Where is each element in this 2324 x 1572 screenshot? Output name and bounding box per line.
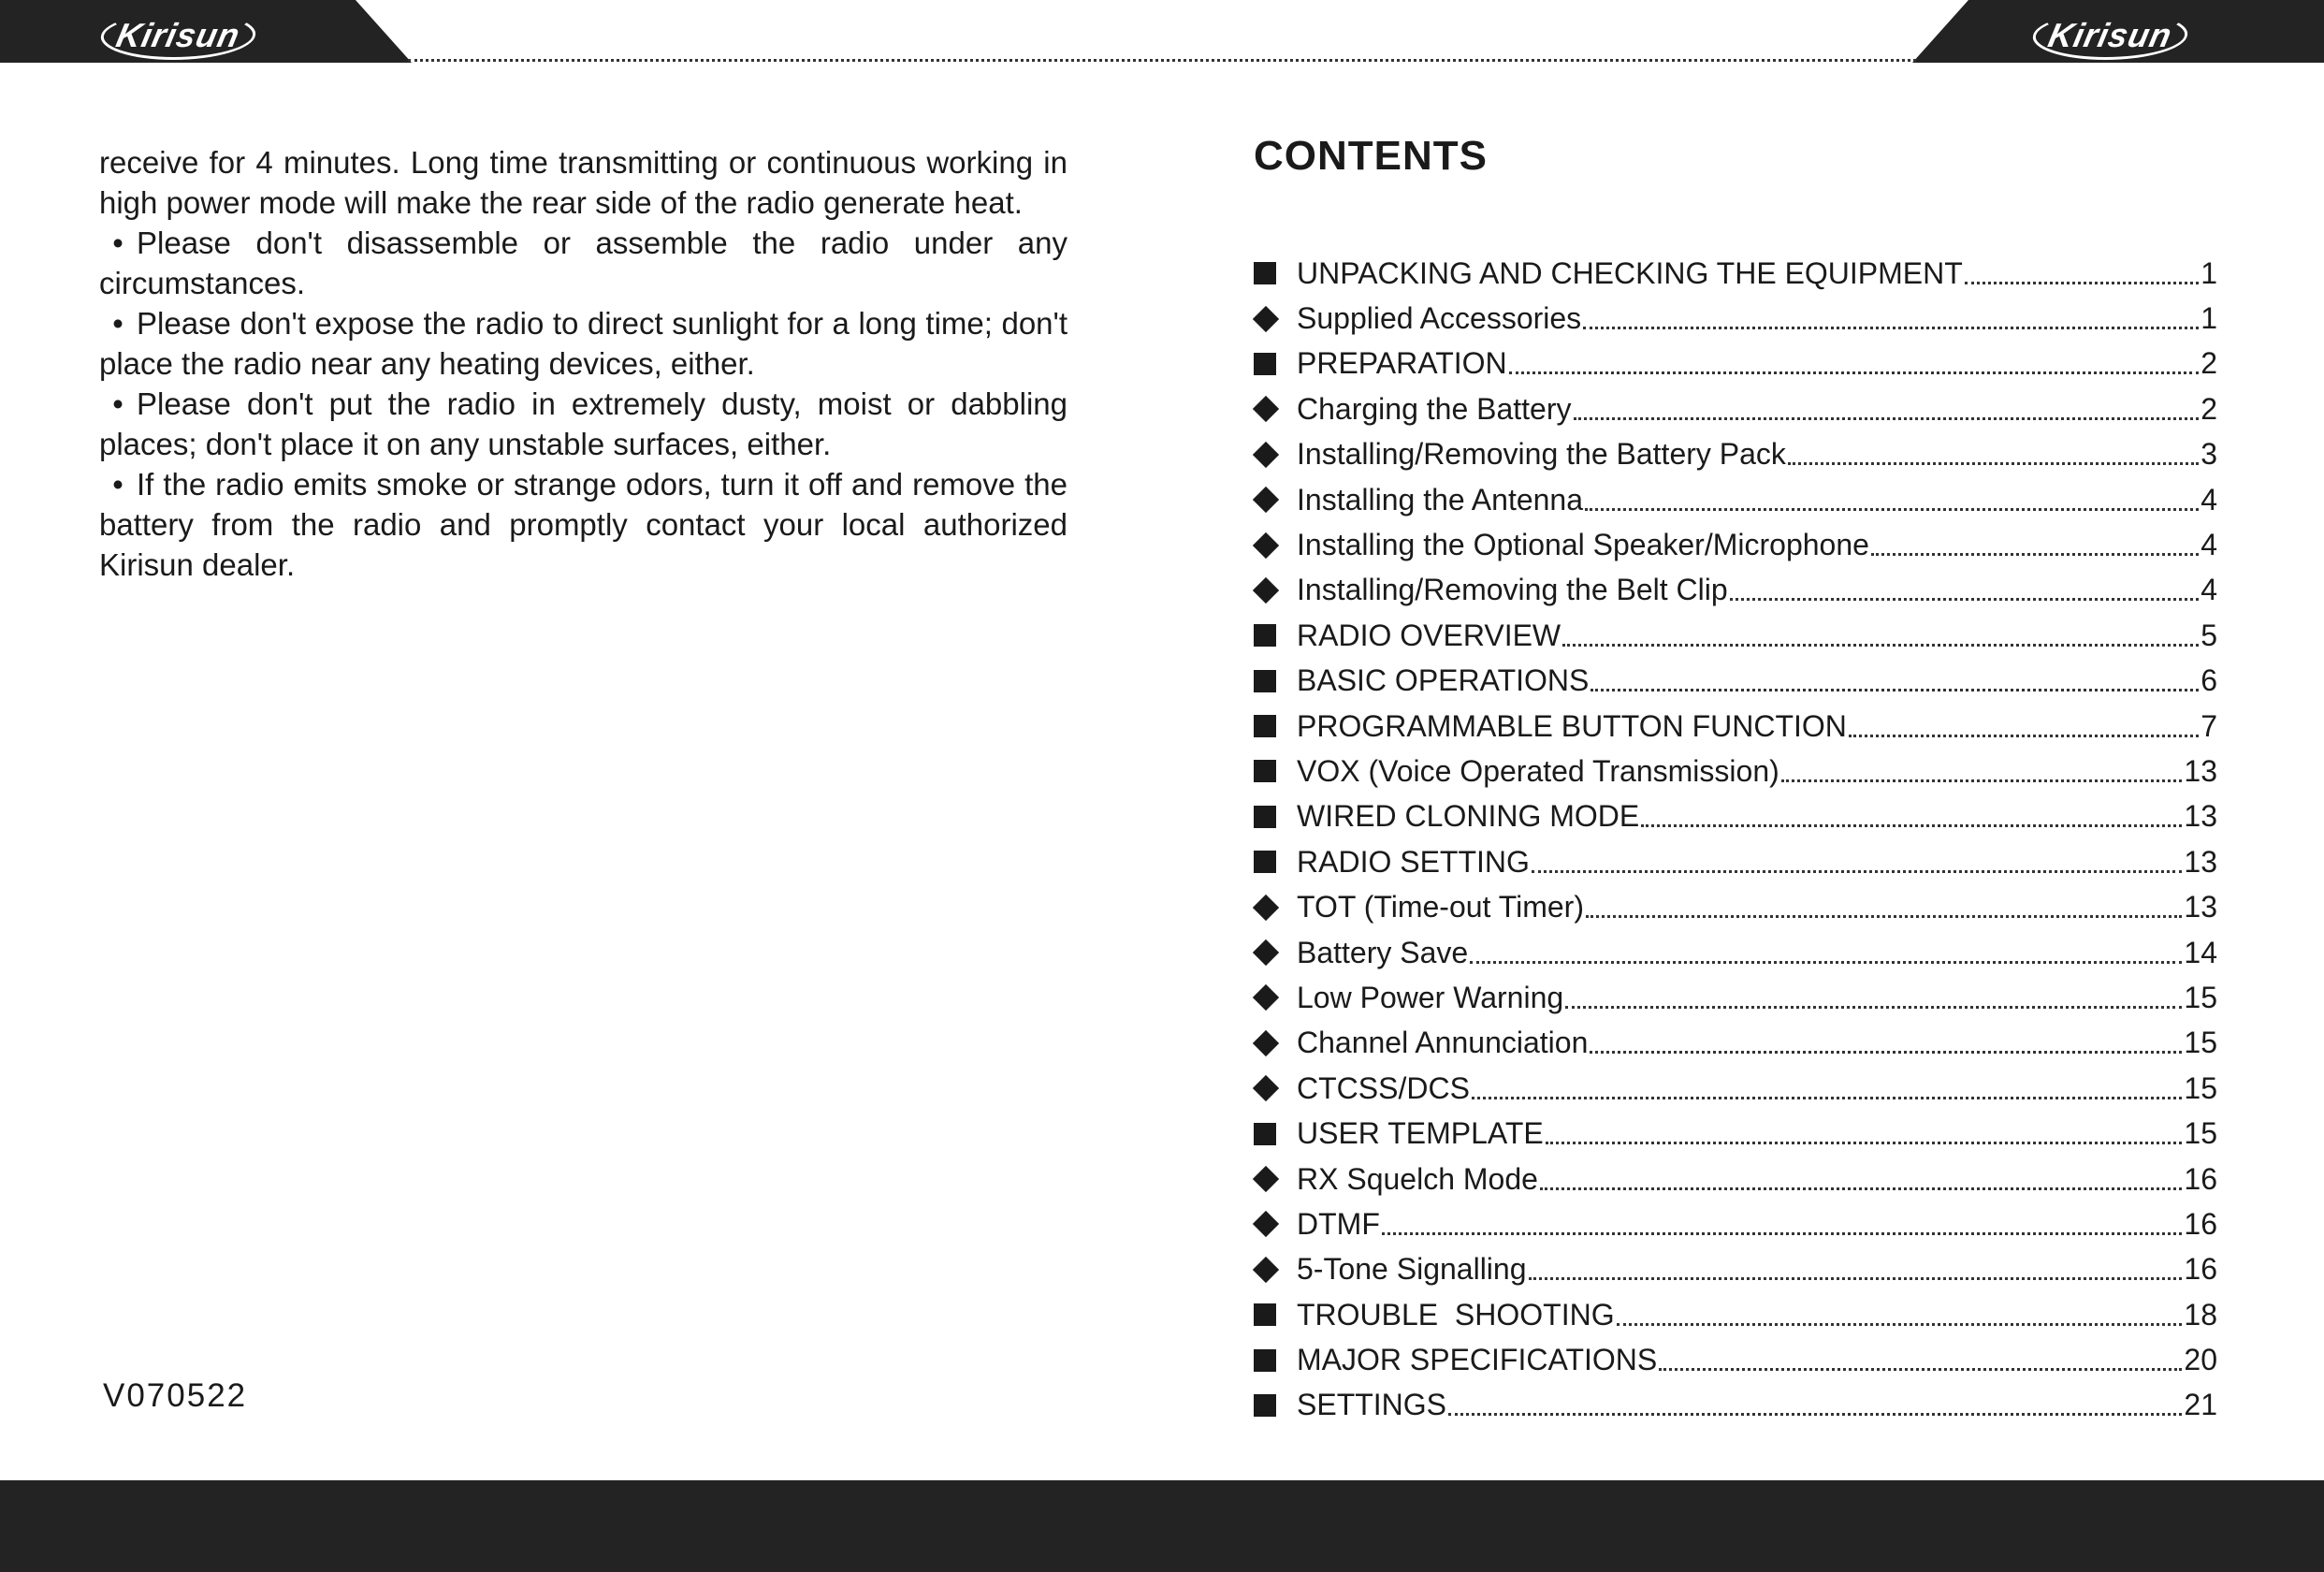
diamond-bullet-icon [1254, 1215, 1297, 1233]
toc-leader-dots [1546, 1142, 2183, 1144]
toc-entry-label: Installing/Removing the Battery Pack [1297, 437, 1786, 472]
toc-entry-label: Installing the Antenna [1297, 482, 1584, 517]
diamond-bullet-icon [1254, 490, 1297, 509]
toc-entry-label: PREPARATION [1297, 346, 1507, 381]
toc-leader-dots [1590, 1051, 2182, 1054]
toc-entry[interactable] [1254, 975, 2217, 1020]
square-bullet-icon [1254, 1303, 1297, 1326]
bullet-icon: • [112, 467, 123, 502]
square-bullet-icon [1254, 806, 1297, 828]
toc-entry-page: 4 [2201, 482, 2217, 517]
toc-entry[interactable] [1254, 432, 2217, 477]
toc-entry[interactable] [1254, 749, 2217, 793]
toc-entry-label: TROUBLE SHOOTING [1297, 1297, 1615, 1332]
kirisun-logo-left: Kirisun [95, 11, 260, 60]
toc-entry-page: 7 [2201, 708, 2217, 743]
toc-entry-page: 13 [2184, 844, 2217, 879]
toc-leader-dots [1448, 1413, 2182, 1416]
diamond-bullet-icon [1254, 1079, 1297, 1098]
toc-entry-label: Installing the Optional Speaker/Microphone [1297, 528, 1869, 562]
toc-entry[interactable] [1254, 884, 2217, 929]
toc-entry-label: Charging the Battery [1297, 391, 1572, 426]
toc-leader-dots [1472, 1097, 2183, 1099]
toc-entry[interactable] [1254, 1337, 2217, 1382]
toc-entry-label: TOT (Time-out Timer) [1297, 890, 1584, 924]
square-bullet-icon [1254, 670, 1297, 692]
toc-entry-label: Channel Annunciation [1297, 1026, 1589, 1060]
toc-entry-label: RADIO SETTING [1297, 844, 1530, 879]
toc-entry-page: 15 [2184, 1070, 2217, 1105]
toc-leader-dots [1562, 644, 2199, 647]
table-of-contents [1254, 251, 2217, 1428]
toc-leader-dots [1540, 1187, 2182, 1190]
square-bullet-icon [1254, 353, 1297, 375]
diamond-bullet-icon [1254, 1260, 1297, 1279]
diamond-bullet-icon [1254, 536, 1297, 555]
square-bullet-icon [1254, 262, 1297, 284]
toc-entry-label: 5-Tone Signalling [1297, 1252, 1527, 1287]
diamond-bullet-icon [1254, 581, 1297, 600]
toc-entry-label: Battery Save [1297, 935, 1469, 969]
toc-entry[interactable] [1254, 342, 2217, 386]
toc-entry-label: PROGRAMMABLE BUTTON FUNCTION [1297, 708, 1847, 743]
contents-title: CONTENTS [1254, 133, 1488, 179]
toc-entry-label: VOX (Voice Operated Transmission) [1297, 753, 1779, 788]
toc-leader-dots [1532, 870, 2183, 873]
diamond-bullet-icon [1254, 1170, 1297, 1188]
toc-entry[interactable] [1254, 794, 2217, 839]
toc-leader-dots [1586, 915, 2182, 918]
toc-leader-dots [1965, 282, 2199, 284]
square-bullet-icon [1254, 715, 1297, 737]
safety-paragraph: • Please don't put the radio in extremely dusty, moist or dabbling places; don't place it on any unstable surfaces, either. [99, 384, 1068, 464]
toc-entry-page: 6 [2201, 663, 2217, 698]
square-bullet-icon [1254, 851, 1297, 873]
toc-entry-page: 13 [2184, 753, 2217, 788]
toc-leader-dots [1590, 689, 2199, 691]
bullet-icon: • [112, 306, 123, 341]
bullet-icon: • [112, 386, 123, 421]
toc-entry[interactable] [1254, 1201, 2217, 1246]
square-bullet-icon [1254, 760, 1297, 782]
toc-entry[interactable] [1254, 1021, 2217, 1066]
toc-entry-page: 16 [2184, 1252, 2217, 1287]
toc-entry-page: 20 [2184, 1343, 2217, 1377]
toc-entry[interactable] [1254, 1111, 2217, 1156]
toc-entry-page: 16 [2184, 1206, 2217, 1241]
toc-entry[interactable] [1254, 613, 2217, 658]
safety-paragraph: • If the radio emits smoke or strange odors, turn it off and remove the battery from the radio and promptly contact your local authorized Kirisun dealer. [99, 464, 1068, 585]
toc-leader-dots [1781, 779, 2183, 782]
toc-entry-label: Low Power Warning [1297, 980, 1564, 1014]
toc-entry-label: RADIO OVERVIEW [1297, 618, 1561, 652]
toc-entry-label: USER TEMPLATE [1297, 1116, 1544, 1151]
toc-entry-label: Installing/Removing the Belt Clip [1297, 573, 1728, 607]
toc-entry[interactable] [1254, 704, 2217, 749]
toc-entry-label: DTMF [1297, 1206, 1380, 1241]
toc-entry-page: 15 [2184, 1116, 2217, 1151]
toc-leader-dots [1849, 735, 2199, 737]
toc-entry-label: Supplied Accessories [1297, 301, 1582, 336]
diamond-bullet-icon [1254, 898, 1297, 917]
page-header [0, 0, 2324, 64]
safety-paragraph: • Please don't expose the radio to direct sunlight for a long time; don't place the radio near any heating devices, either. [99, 303, 1068, 384]
square-bullet-icon [1254, 624, 1297, 647]
version-code: V070522 [103, 1377, 248, 1414]
toc-leader-dots [1617, 1323, 2183, 1326]
toc-leader-dots [1529, 1277, 2183, 1280]
page-footer [0, 1480, 2324, 1572]
diamond-bullet-icon [1254, 445, 1297, 464]
diamond-bullet-icon [1254, 988, 1297, 1007]
diamond-bullet-icon [1254, 400, 1297, 418]
diamond-bullet-icon [1254, 943, 1297, 962]
diamond-bullet-icon [1254, 1034, 1297, 1053]
toc-entry[interactable] [1254, 1066, 2217, 1111]
toc-entry-label: BASIC OPERATIONS [1297, 663, 1590, 698]
toc-leader-dots [1583, 327, 2199, 329]
toc-entry-label: WIRED CLONING MODE [1297, 799, 1640, 834]
toc-entry-page: 1 [2201, 301, 2217, 336]
toc-entry-label: UNPACKING AND CHECKING THE EQUIPMENT [1297, 255, 1963, 290]
toc-entry[interactable] [1254, 930, 2217, 975]
diamond-bullet-icon [1254, 310, 1297, 328]
kirisun-logo-right: Kirisun [2027, 11, 2192, 60]
toc-entry-page: 4 [2201, 528, 2217, 562]
toc-leader-dots [1470, 961, 2182, 964]
square-bullet-icon [1254, 1394, 1297, 1417]
toc-entry[interactable] [1254, 568, 2217, 613]
toc-entry-page: 2 [2201, 346, 2217, 381]
safety-notes [99, 142, 1068, 585]
toc-entry-page: 18 [2184, 1297, 2217, 1332]
toc-entry-page: 13 [2184, 890, 2217, 924]
toc-entry-page: 15 [2184, 980, 2217, 1014]
toc-entry-page: 4 [2201, 573, 2217, 607]
toc-leader-dots [1382, 1232, 2183, 1235]
toc-entry-label: RX Squelch Mode [1297, 1161, 1538, 1196]
toc-leader-dots [1788, 462, 2199, 465]
toc-leader-dots [1730, 598, 2200, 601]
toc-entry[interactable] [1254, 1247, 2217, 1292]
toc-leader-dots [1659, 1368, 2182, 1371]
toc-entry[interactable] [1254, 1383, 2217, 1428]
toc-entry[interactable] [1254, 477, 2217, 522]
toc-entry[interactable] [1254, 659, 2217, 704]
toc-entry-label: SETTINGS [1297, 1388, 1447, 1422]
toc-entry[interactable] [1254, 1157, 2217, 1201]
safety-paragraph: • Please don't disassemble or assemble the radio under any circumstances. [99, 223, 1068, 303]
toc-entry-page: 3 [2201, 437, 2217, 472]
toc-entry-label: MAJOR SPECIFICATIONS [1297, 1343, 1658, 1377]
toc-entry-page: 21 [2184, 1388, 2217, 1422]
toc-leader-dots [1641, 824, 2182, 827]
toc-entry-page: 14 [2184, 935, 2217, 969]
toc-leader-dots [1509, 371, 2200, 374]
header-dotted-rule [408, 59, 1916, 62]
safety-paragraph: receive for 4 minutes. Long time transmitting or continuous working in high power mode will make the rear side of the radio generate heat. [99, 145, 1068, 220]
bullet-icon: • [112, 226, 123, 260]
toc-entry-page: 15 [2184, 1026, 2217, 1060]
toc-entry-page: 2 [2201, 391, 2217, 426]
toc-entry[interactable] [1254, 839, 2217, 884]
toc-entry[interactable] [1254, 296, 2217, 341]
toc-entry-page: 5 [2201, 618, 2217, 652]
toc-leader-dots [1585, 508, 2199, 511]
toc-entry[interactable] [1254, 1292, 2217, 1337]
toc-leader-dots [1565, 1006, 2182, 1009]
toc-entry-page: 13 [2184, 799, 2217, 834]
toc-entry[interactable] [1254, 386, 2217, 431]
toc-entry[interactable] [1254, 251, 2217, 296]
toc-leader-dots [1574, 417, 2200, 420]
toc-leader-dots [1871, 553, 2199, 556]
toc-entry-page: 1 [2201, 255, 2217, 290]
square-bullet-icon [1254, 1123, 1297, 1145]
toc-entry[interactable] [1254, 522, 2217, 567]
square-bullet-icon [1254, 1349, 1297, 1372]
toc-entry-label: CTCSS/DCS [1297, 1070, 1470, 1105]
toc-entry-page: 16 [2184, 1161, 2217, 1196]
